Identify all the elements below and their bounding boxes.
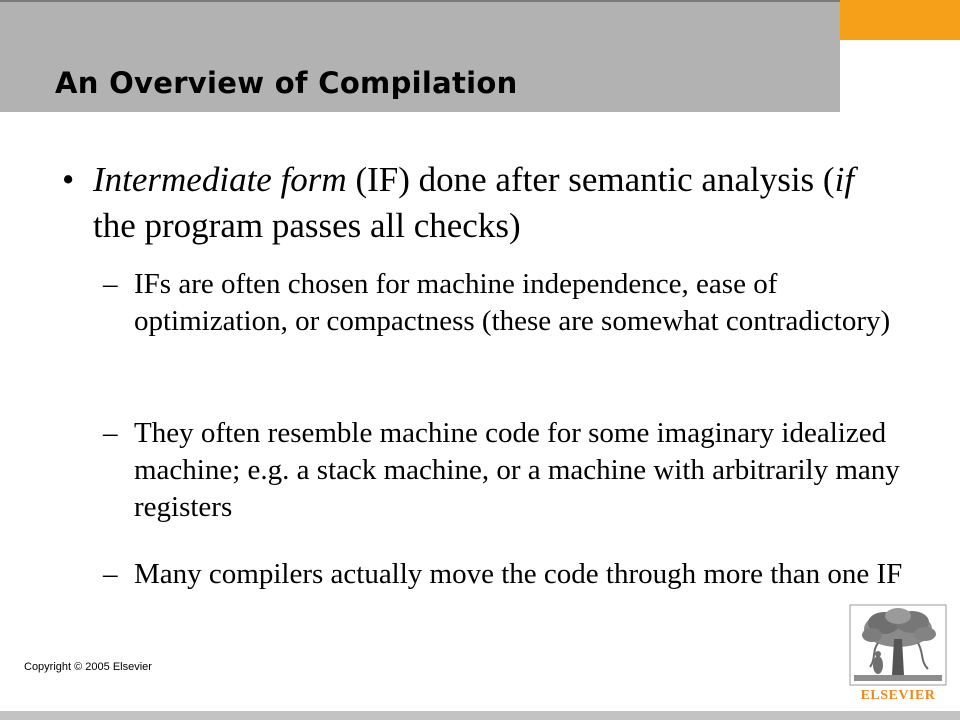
dash-marker: –	[103, 558, 118, 590]
term-intermediate-form: Intermediate form	[93, 160, 347, 199]
elsevier-wordmark: ELSEVIER	[860, 688, 936, 703]
if-word: if	[834, 160, 855, 199]
main-bullet-text	[93, 157, 863, 249]
dash-marker: –	[103, 268, 118, 300]
slide-title: An Overview of Compilation	[55, 66, 518, 100]
main-bullet-text-part1: (IF) done after semantic analysis (	[346, 160, 835, 199]
sub-bullet-text: They often resemble machine code for some imaginary idealized machine; e.g. a stack machine, or a machine with arbitrarily many registers	[134, 417, 900, 523]
bottom-bar	[0, 711, 960, 720]
bullet-marker: •	[62, 160, 75, 199]
dash-marker: –	[103, 417, 118, 449]
sub-bullet-text: Many compilers actually move the code through more than one IF	[134, 558, 903, 590]
sub-bullet-text: IFs are often chosen for machine independence, ease of optimization, or compactness (these are somewhat contradictory)	[134, 268, 891, 337]
copyright-notice: Copyright © 2005 Elsevier	[24, 661, 152, 673]
main-bullet-text-part2: the program passes all checks)	[93, 206, 521, 245]
elsevier-tree-icon	[848, 603, 948, 687]
elsevier-logo	[848, 603, 948, 707]
